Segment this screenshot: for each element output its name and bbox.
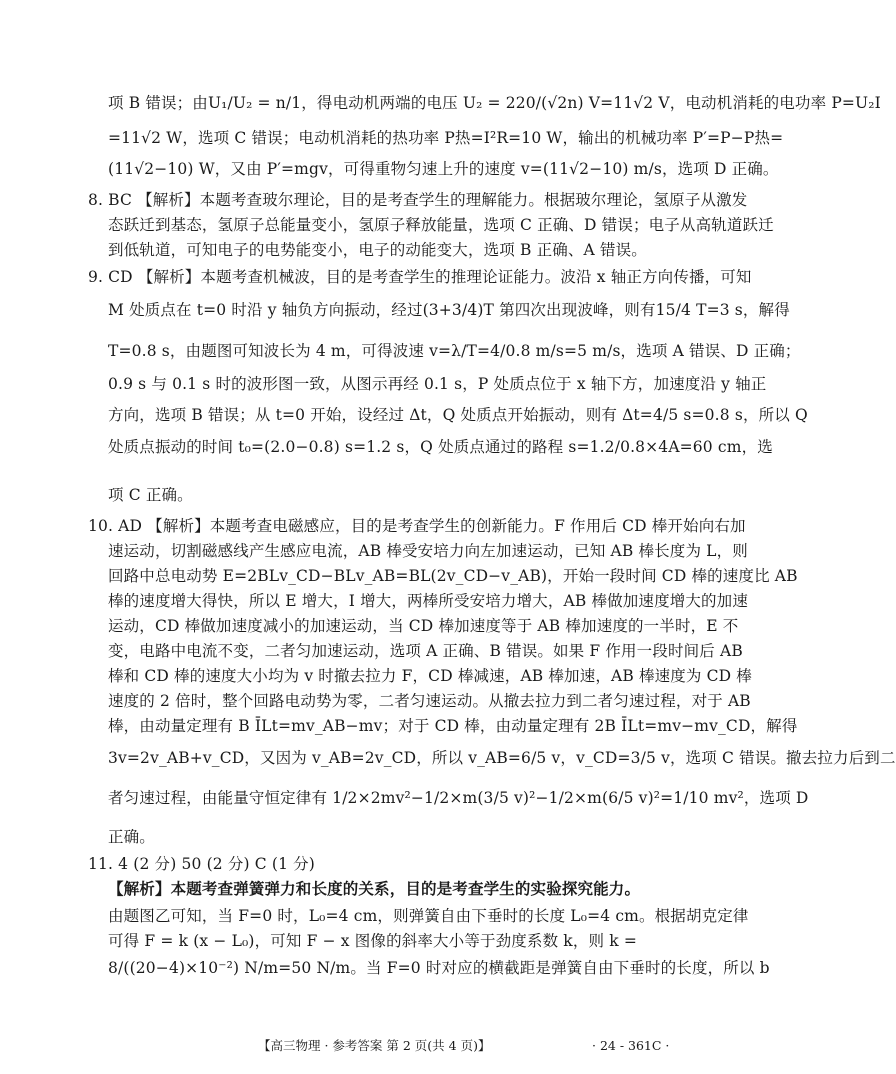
text-line: (11√2−10) W，又由 P′=mgv，可得重物匀速上升的速度 v=(11√2−10) m/s，选项 D 正确。 xyxy=(108,160,779,178)
text-line: 9. CD 【解析】本题考查机械波，目的是考查学生的推理论证能力。波沿 x 轴正方向传播，可知 xyxy=(88,268,752,286)
text-line: =11√2 W，选项 C 错误；电动机消耗的热功率 P热=I²R=10 W，输出的机械功率 P′=P−P热= xyxy=(108,129,784,147)
text-line: 项 B 错误；由U₁/U₂ = n/1，得电动机两端的电压 U₂ = 220/(√2n) V=11√2 V，电动机消耗的电功率 P=U₂I xyxy=(108,94,881,112)
text-line: 由题图乙可知，当 F=0 时，L₀=4 cm，则弹簧自由下垂时的长度 L₀=4 cm。根据胡克定律 xyxy=(108,907,749,925)
text-line: 者匀速过程，由能量守恒定律有 1/2×2mv²−1/2×m(3/5 v)²−1/2×m(6/5 v)²=1/10 mv²，选项 D xyxy=(108,789,809,807)
text-line: 3v=2v_AB+v_CD，又因为 v_AB=2v_CD，所以 v_AB=6/5 v，v_CD=3/5 v，选项 C 错误。撤去拉力后到二 xyxy=(108,749,896,767)
text-line: T=0.8 s，由题图可知波长为 4 m，可得波速 v=λ/T=4/0.8 m/s=5 m/s，选项 A 错误、D 正确； xyxy=(108,342,801,360)
text-line: 回路中总电动势 E=2BLv_CD−BLv_AB=BL(2v_CD−v_AB)，开始一段时间 CD 棒的速度比 AB xyxy=(108,567,798,585)
text-line: M 处质点在 t=0 时沿 y 轴负方向振动，经过(3+3/4)T 第四次出现波峰，则有15/4 T=3 s，解得 xyxy=(108,301,790,319)
text-line: 【解析】本题考查弹簧弹力和长度的关系，目的是考查学生的实验探究能力。 xyxy=(108,879,641,898)
text-line: 项 C 正确。 xyxy=(108,486,193,504)
text-line: 速度的 2 倍时，整个回路电动势为零，二者匀速运动。从撤去拉力到二者匀速过程，对于 AB xyxy=(108,692,751,710)
text-line: 变，电路中电流不变，二者匀加速运动，选项 A 正确、B 错误。如果 F 作用一段时间后 AB xyxy=(108,642,743,660)
text-line: 8/((20−4)×10⁻²) N/m=50 N/m。当 F=0 时对应的横截距是弹簧自由下垂时的长度，所以 b xyxy=(108,959,770,977)
text-line: 处质点振动的时间 t₀=(2.0−0.8) s=1.2 s，Q 处质点通过的路程 s=1.2/0.8×4A=60 cm，选 xyxy=(108,438,773,456)
page-footer xyxy=(0,1036,764,1056)
text-line: 棒的速度增大得快，所以 E 增大，I 增大，两棒所受安培力增大，AB 棒做加速度增大的加速 xyxy=(108,592,748,610)
text-line: 正确。 xyxy=(108,828,155,846)
text-line: 方向，选项 B 错误；从 t=0 开始，设经过 Δt，Q 处质点开始振动，则有 Δt=4/5 s=0.8 s，所以 Q xyxy=(108,406,808,424)
text-line: 10. AD 【解析】本题考查电磁感应，目的是考查学生的创新能力。F 作用后 CD 棒开始向右加 xyxy=(88,517,746,535)
text-line: 可得 F = k (x − L₀)，可知 F − x 图像的斜率大小等于劲度系数 k，则 k = xyxy=(108,932,637,950)
text-line: 速运动，切割磁感线产生感应电流，AB 棒受安培力向左加速运动，已知 AB 棒长度为 L，则 xyxy=(108,542,748,560)
text-line: 棒，由动量定理有 B ĪLt=mv_AB−mv；对于 CD 棒，由动量定理有 2B ĪLt=mv−mv_CD，解得 xyxy=(108,717,798,735)
text-line: 0.9 s 与 0.1 s 时的波形图一致，从图示再经 0.1 s，P 处质点位于 x 轴下方，加速度沿 y 轴正 xyxy=(108,375,767,393)
text-line: 到低轨道，可知电子的电势能变小，电子的动能变大，选项 B 正确、A 错误。 xyxy=(108,241,647,259)
text-line: 11. 4 (2 分) 50 (2 分) C (1 分) xyxy=(88,855,316,873)
text-line: 棒和 CD 棒的速度大小均为 v 时撤去拉力 F，CD 棒减速，AB 棒加速，AB 棒速度为 CD 棒 xyxy=(108,667,752,685)
text-line: 态跃迁到基态，氢原子总能量变小，氢原子释放能量，选项 C 正确、D 错误；电子从高轨道跃迁 xyxy=(108,216,774,234)
text-line: 8. BC 【解析】本题考查玻尔理论，目的是考查学生的理解能力。根据玻尔理论，氢原子从激发 xyxy=(88,191,748,209)
footer-title: 【高三物理 · 参考答案 第 2 页(共 4 页)】 xyxy=(258,1038,491,1053)
footer-code: · 24 - 361C · xyxy=(592,1038,670,1053)
text-line: 运动，CD 棒做加速度减小的加速运动，当 CD 棒加速度等于 AB 棒加速度的一半时，E 不 xyxy=(108,617,739,635)
